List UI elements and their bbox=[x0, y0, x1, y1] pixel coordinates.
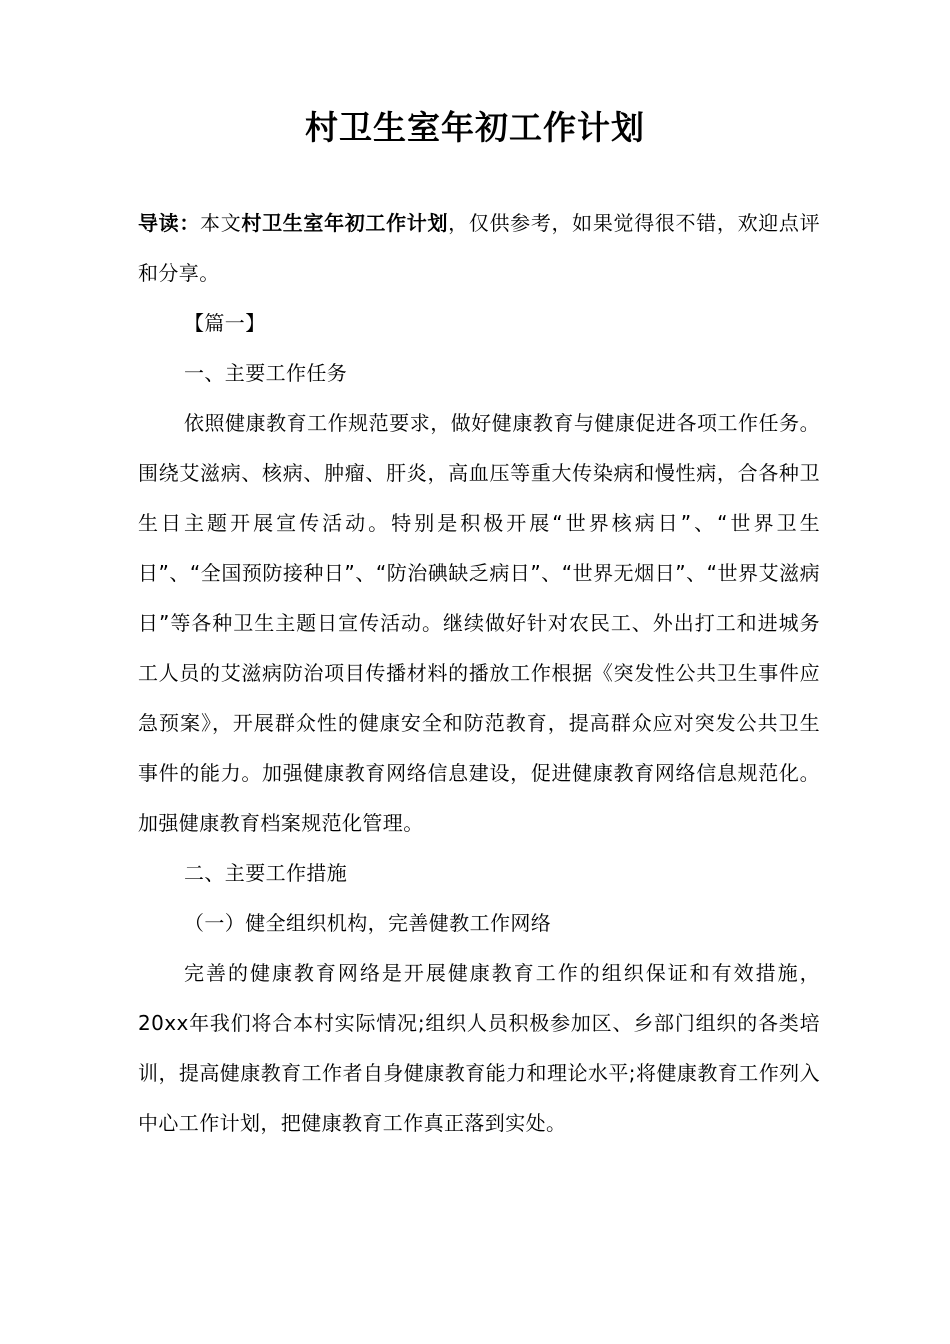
intro-post: ，仅供参考，如果觉得很不错，欢迎点评和分享。 bbox=[138, 211, 821, 285]
intro-label: 导读： bbox=[138, 211, 201, 235]
heading-main-measures: 二、主要工作措施 bbox=[184, 861, 348, 885]
intro-pre: 本文 bbox=[200, 211, 242, 235]
paragraph-organization: 完善的健康教育网络是开展健康教育工作的组织保证和有效措施，20xx年我们将合本村实际情况;组织人员积极参加区、乡部门组织的各类培训，提高健康教育工作者自身健康教育能力和理论水平;将健康教育工作列入中心工作计划，把健康教育工作真正落到实处。 bbox=[138, 961, 820, 1135]
subheading-organization: （一）健全组织机构，完善健教工作网络 bbox=[184, 911, 552, 935]
heading-main-tasks: 一、主要工作任务 bbox=[184, 361, 348, 385]
paragraph-main-tasks: 依照健康教育工作规范要求，做好健康教育与健康促进各项工作任务。围绕艾滋病、核病、肿瘤、肝炎，高血压等重大传染病和慢性病，合各种卫生日主题开展宣传活动。特别是积极开展“世界核病日”、“世界卫生日”、“全国预防接种日”、“防治碘缺乏病日”、“世界无烟日”、“世界艾滋病日”等各种卫生主题日宣传活动。继续做好针对农民工、外出打工和进城务工人员的艾滋病防治项目传播材料的播放工作根据《突发性公共卫生事件应急预案》，开展群众性的健康安全和防范教育，提高群众应对突发公共卫生事件的能力。加强健康教育网络信息建设，促进健康教育网络信息规范化。加强健康教育档案规范化管理。 bbox=[138, 411, 820, 835]
intro-bold-title: 村卫生室年初工作计划 bbox=[241, 211, 449, 235]
section-marker: 【篇一】 bbox=[184, 311, 266, 335]
document-title: 村卫生室年初工作计划 bbox=[305, 108, 645, 147]
document-body bbox=[138, 198, 820, 1148]
intro-paragraph bbox=[138, 198, 820, 298]
